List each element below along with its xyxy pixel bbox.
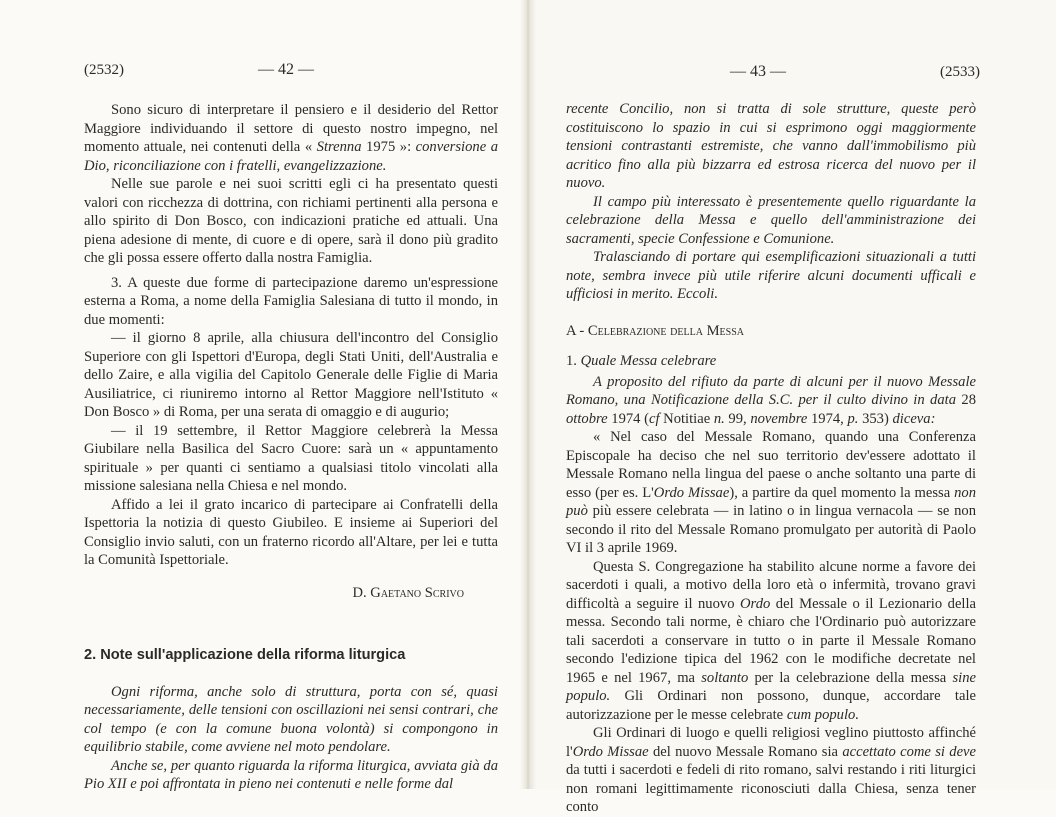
subsection-heading: 1. Quale Messa celebrare — [566, 353, 717, 369]
paragraph: Tralasciando di portare qui esemplificazioni situazionali a tutti note, sembra invece più utile riferire alcuni documenti ufficali e ufficiosi in merito. Eccoli. — [566, 249, 976, 302]
right-page-number: — 43 — — [730, 63, 786, 80]
right-page-body — [566, 100, 976, 817]
paragraph: Sono sicuro di interpretare il pensiero e il desiderio del Rettor Maggiore individuando il settore di questo nostro impegno, nel momento attuale, nei contenuti della « Strenna 1975 »: conversione a Dio, riconciliazione con i fratelli, evangelizzazione. — [84, 102, 498, 174]
paragraph: Affido a lei il grato incarico di partecipare ai Confratelli della Ispettoria la notizia di questo Giubileo. E insieme ai Superiori del Consiglio invio saluti, con un fraterno ricordo all'Altare, per lei e tutta la Comunità Ispettoriale. — [84, 496, 498, 568]
paragraph: Anche se, per quanto riguarda la riforma liturgica, avviata già da Pio XII e poi affrontata in pieno nei contenuti e nelle forme dal — [84, 757, 498, 792]
quote-paragraph: Gli Ordinari di luogo e quelli religiosi veglino piuttosto affinché l'Ordo Missae del nuovo Messale Romano sia accettato come si deve da tutti i sacerdoti e fedeli di rito romano, salvi restando i riti liturgici non romani legittimamente riconosciuti dalla Chiesa, senza tener conto — [566, 725, 976, 815]
paragraph: Nelle sue parole e nei suoi scritti egli ci ha presentato questi valori con ricchezza di dottrina, con richiami pertinenti alla persona e allo spirito di Don Bosco, con indicazioni pratiche ed attuali. Una piena adesione di mente, di cuore e di opere, sarà il dono più gradito che gli possa essere offerto dalla nostra Famiglia. — [84, 176, 498, 266]
book-gutter — [520, 0, 536, 789]
left-page — [0, 0, 528, 792]
paragraph: Ogni riforma, anche solo di struttura, porta con sé, quasi necessariamente, delle tensioni con oscillazioni nei sensi contrari, che col tempo (e con la comune buona volontà) si compongono in equilibrio stabile, come avviene nel moto pendolare. — [84, 683, 498, 755]
left-page-number: — 42 — — [258, 61, 314, 78]
section-heading: A - Celebrazione della Messa — [566, 322, 744, 339]
section-heading: 2. Note sull'applicazione della riforma liturgica — [84, 647, 406, 663]
left-page-body — [84, 101, 498, 794]
paragraph: Il campo più interessato è presentemente quello riguardante la celebrazione della Messa e quello dell'amministrazione dei sacramenti, specie Confessione e Comunione. — [566, 193, 976, 247]
paragraph: — il 19 settembre, il Rettor Maggiore celebrerà la Messa Giubilare nella Basilica del Sacro Cuore: sarà un « appuntamento spirituale » per quanti ci sentiamo a qualsiasi titolo vincolati alla missione salesiana nella Chiesa e nel mondo. — [84, 422, 498, 494]
right-page-code: (2533) — [940, 64, 980, 80]
paragraph: — il giorno 8 aprile, alla chiusura dell'incontro del Consiglio Superiore con gli Ispettori d'Europa, degli Stati Uniti, dell'Australia e dello Zaire, e alla vigilia del Capitolo Generale delle Figlie di Maria Ausiliatrice, ci riuniremo intorno al Rettor Maggiore nell'Istituto « Don Bosco » di Roma, per una serata di omaggio e di augurio; — [84, 330, 498, 420]
paragraph: A proposito del rifiuto da parte di alcuni per il nuovo Messale Romano, una Notificazione della S.C. per il culto divino in data 28 ottobre 1974 (cf Notitiae n. 99, novembre 1974, p. 353) diceva: — [566, 373, 976, 427]
left-page-code: (2532) — [84, 62, 124, 78]
quote-paragraph: « Nel caso del Messale Romano, quando una Conferenza Episcopale ha deciso che nel suo territorio dev'essere adottato il Messale Romano nella lingua del paese o anche soltanto una parte di esso (per es. L'Ordo Missae), a partire da quel momento la messa non può più essere celebrata — in latino o in lingua vernacola — se non secondo il rito del Messale Romano promulgato per autorità di Paolo VI il 3 aprile 1969. — [566, 429, 977, 556]
signature: D. Gaetano Scrivo — [352, 584, 464, 601]
quote-paragraph: Questa S. Congregazione ha stabilito alcune norme a favore dei sacerdoti i quali, a motivo della loro età o infermità, trovano gravi difficoltà a seguire il nuovo Ordo del Messale o il Lezionario della messa. Secondo tali norme, è chiaro che l'Ordinario può autorizzare tali sacerdoti a conservare in tutto o in parte il Messale Romano secondo l'edizione tipica del 1962 con le modifiche decretate nel 1965 e nel 1967, ma soltanto per la celebrazione della messa sine populo. Gli Ordinari non possono, dunque, accordare tale autorizzazione per le messe celebrate cum populo. — [566, 558, 977, 723]
paragraph: 3. A queste due forme di partecipazione daremo un'espressione esterna a Roma, a nome della Famiglia Salesiana di tutto il mondo, in due momenti: — [84, 274, 498, 328]
paragraph: recente Concilio, non si tratta di sole strutture, queste però costituiscono lo spazio in cui si esprimono oggi maggiormente tensioni contrastanti estremiste, che vanno dall'immobilismo più acritico fino alla più bizzarra ed estrosa ricerca del nuovo per il nuovo. — [566, 101, 976, 191]
